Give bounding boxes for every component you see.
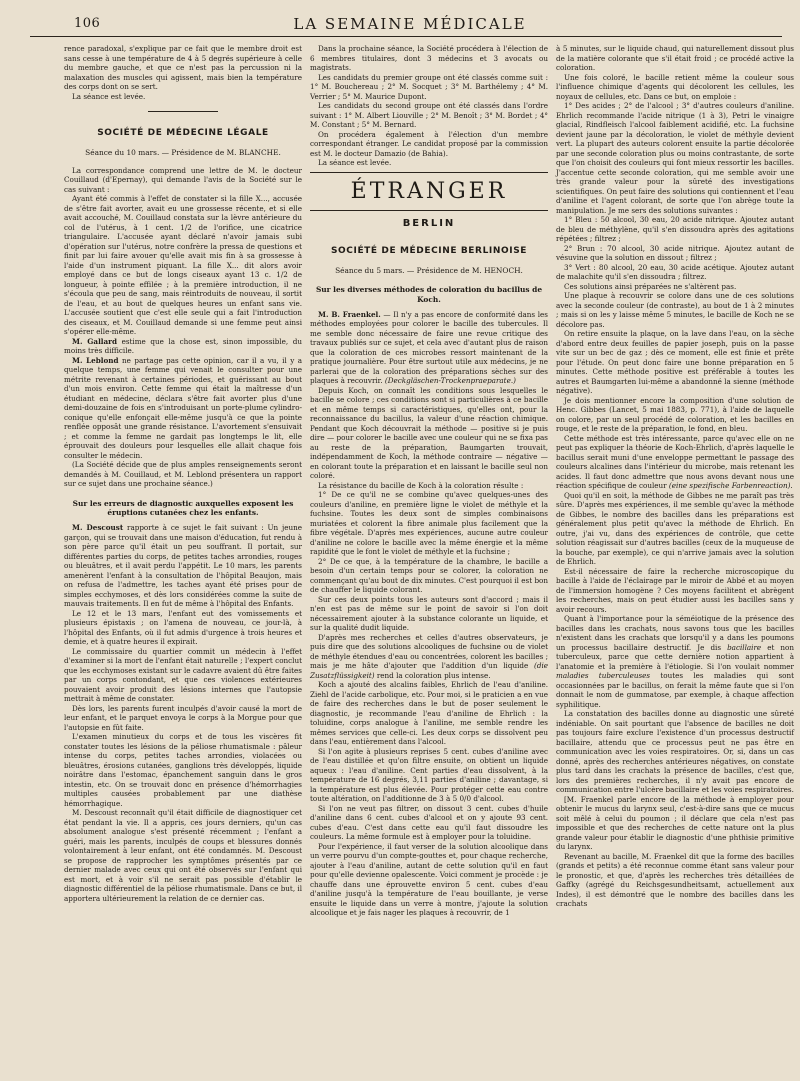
- paragraph: Une fois coloré, le bacille retient même la couleur sous l'influence chimique d'agents qui décolorent les cellules, les noyaux de cellules, etc. Dans ce but, on emploie :: [556, 72, 794, 101]
- paragraph: On retire ensuite la plaque, on la lave dans l'eau, on la sèche d'abord entre deux feuilles de papier joseph, puis on la passe vite sur un bec de gaz ; dès ce moment, elle est finie et prête pour l'étude. On peut donc faire une bonne préparation en 5 minutes. Cette méthode positive est préférable à toutes les autres et Baumgarten lui-même a abandonné la sienne (méthode négative).: [556, 329, 794, 395]
- paragraph: Les candidats du second groupe ont été classés dans l'ordre suivant : 1° M. Albert Liouville ; 2° M. Benoît ; 3° M. Bordet ; 4° M. Constant ; 5° M. Bernard.: [310, 101, 548, 129]
- running-head: [30, 14, 782, 37]
- paragraph: La résistance du bacille de Koch à la coloration résulte :: [318, 480, 524, 490]
- paragraph: Le commissaire du quartier commit un médecin à l'effet d'examiner si la mort de l'enfant était naturelle ; l'expert conclut que les ecchymoses existant sur le cadavre avaient dû être faites par un corps contondant, et que ces violences extérieures pouvaient avoir produit des lésions internes que l'autopsie mettrait à même de constater.: [64, 646, 302, 704]
- paragraph-text: rend la coloration plus intense.: [374, 670, 491, 680]
- paragraph: [64, 356, 302, 461]
- italic-term: bacillaire: [721, 642, 762, 652]
- paragraph: [556, 614, 794, 709]
- italic-term: (Deckgläschen-Trockenpraeparate.): [382, 376, 516, 386]
- paragraph: Dès lors, les parents furent inculpés d'avoir causé la mort de leur enfant, et le parquet envoya le corps à la Morgue pour que l'autopsie en fût faite.: [64, 703, 302, 732]
- paragraph-text: ne partage pas cette opinion, car il a vu, il y a quelque temps, une femme qui venait le consulter pour une métrite revenant à certaines périodes, et guérissant au bout d'un mois environ. Cette femme qui était la maîtresse d'un étudiant en médecine, déclara s'être fait avorter plus d'une demi-douzaine de fois en s'introduisant un porte-plume cylindro-conique qu'elle enfonçait elle-même jusqu'à ce que la pointe renflée opposât une grande résistance. L'avortement s'ensuivait ; et comme la femme ne gardait pas longtemps le lit, elle éprouvait des douleurs pour lesquelles elle allait chaque fois consulter le médecin.: [64, 355, 302, 460]
- paragraph: [310, 633, 548, 681]
- paragraph: La séance est levée.: [318, 158, 392, 167]
- rubric-heading: Sur les erreurs de diagnostic auxquelles exposent les éruptions cutanées chez les enfants.: [72, 498, 294, 517]
- paragraph: Sur ces deux points tous les auteurs sont d'accord ; mais il n'en est pas de même sur le point de savoir si l'on doit nécessairement ajouter à la substance colorante un liquide, et sur la qualité dudit liquide.: [310, 594, 548, 633]
- paragraph: [64, 337, 302, 356]
- seance-line: Séance du 5 mars. — Présidence de M. HENOCH.: [335, 265, 523, 275]
- paragraph: Ayant été commis à l'effet de constater si la fille X..., accusée de s'être fait avorter, avait eu une grossesse récente, et si elle avait accouché, M. Couillaud constata sur la lèvre antérieure du col de l'utérus, à 1 cent. 1/2 de l'orifice, une cicatrice triangulaire. L'accusée ayant déclaré n'avoir jamais subi d'opération sur l'utérus, notre confrère la pressa de questions et finit par lui faire avouer qu'elle avait mis fin à sa grossesse à l'aide d'un instrument piquant. La fille X... dit alors avoir employé dans ce but de longs ciseaux ayant 13 c. 1/2 de longueur, à pointe effilée ; à la première introduction, il ne s'écoula que peu de sang, mais réintroduits de nouveau, il sortit de l'eau, et au bout de quelques heures un enfant sans vie. L'accusée soutient que c'est elle seule qui a fait l'introduction des ciseaux, et M. Couillaud demande si une femme peut ainsi s'opérer elle-même.: [64, 194, 302, 337]
- paragraph: La constatation des bacilles donne au diagnostic une sûreté indéniable. On sait pourtant que l'absence de bacilles ne doit pas toujours faire exclure l'existence d'un processus destructif bacillaire, attendu que ce processus peut ne pas être en communication avec les voies respiratoires. Or, si, dans un cas donné, après des recherches antérieures négatives, on constate plus tard dans les crachats la présence de bacilles, c'est que, lors des premières recherches, il n'y avait pas encore de communication entre l'ulcère bacillaire et les voies respiratoires.: [556, 709, 794, 794]
- paragraph: On procédera également à l'élection d'un membre correspondant étranger. Le candidat proposé par la commission est M. le docteur Damazio (de Bahia).: [310, 129, 548, 158]
- paragraph: 2° Brun : 70 alcool, 30 acide nitrique. Ajoutez autant de vésuvine que la solution en dissout ; filtrez ;: [556, 243, 794, 262]
- paragraph: à 5 minutes, sur le liquide chaud, qui naturellement dissout plus de la matière colorante que s'il était froid ; ce procédé active la coloration.: [556, 44, 794, 72]
- paragraph-text: rapporte à ce sujet le fait suivant : Un jeune garçon, qui se trouvait dans une maison d'éducation, fut rendu à son père parce qu'il était un peu souffrant. Il portait, sur différentes parties du corps, de petites taches arrondies, rouges ou bleuâtres, et il avait perdu l'appétit. Le 10 mars, les parents amenèrent l'enfant à la consultation de l'hôpital Beaujon, mais on refusa de l'admettre, les taches ayant été prises pour de simples ecchymoses, et dès lors considérées comme la suite de mauvais traitements. Il en fut de même à l'hôpital des Enfants.: [64, 523, 303, 609]
- paragraph: Dans la prochaine séance, la Société procédera à l'élection de 6 membres titulaires, dont 3 médecins et 3 avocats ou magistrats.: [310, 44, 548, 72]
- seance-line: Séance du 10 mars. — Présidence de M. BLANCHE.: [85, 147, 281, 157]
- journal-title: LA SEMAINE MÉDICALE: [293, 15, 527, 33]
- paragraph: 1° Des acides ; 2° de l'alcool ; 3° d'autres couleurs d'aniline. Ehrlich recommande l'acide nitrique (1 à 3), Petri le vinaigre glacial, Rindfleisch l'alcool faiblement acidifié, etc. La fuchsine devient jaune par la décoloration, le violet de méthyle devient vert. La plupart des auteurs colorent ensuite la partie décolorée par une seconde coloration plus ou moins contrastante, de sorte que l'on choisit des couleurs qui font mieux ressortir les bacilles. J'accentue cette seconde coloration, qui me semble avoir une très grande valeur pour la sûreté des investigations scientifiques. On peut faire des solutions qui contiennent et l'eau d'aniline et l'agent colorant, de sorte que l'on abrège toute la manipulation. Je me sers des solutions suivantes :: [556, 101, 794, 215]
- italic-term: maladies tuberculeuses: [556, 671, 651, 680]
- paragraph: [310, 310, 548, 386]
- paragraph: Une plaque à recouvrir se colore dans une de ces solutions avec la seconde couleur (de contraste), au bout de 1 à 2 minutes ; mais si on les y laisse même 5 minutes, le bacille de Koch ne se décolore pas.: [556, 291, 794, 329]
- paragraph: 1° Bleu : 50 alcool, 30 eau, 20 acide nitrique. Ajoutez autant de bleu de méthylène, qu'il s'en dissoudra après des agitations répétées ; filtrez ;: [556, 215, 794, 243]
- city-heading: BERLIN: [402, 217, 456, 229]
- page-number: 106: [74, 16, 101, 31]
- paragraph: Quoi qu'il en soit, la méthode de Gibbes ne me paraît pas très sûre. D'après mes expériences, il me semble qu'avec la méthode de Gibbes, le nombre des bacilles dans les préparations est généralement plus petit qu'avec la méthode de Ehrlich. En outre, j'ai vu, dans des expériences de contrôle, que cette solution réagissait sur d'autres bacilles (ceux de la muqueuse de la bouche, par exemple), ce qui n'arrive jamais avec la solution de Ehrlich.: [556, 490, 794, 566]
- paragraph-text: toutes les maladies qui sont occasionnées par le bacillus, on ferait la même faute que si l'on donnait le nom de gummatose, par exemple, à chaque affection syphilitique.: [556, 671, 794, 709]
- speaker-name: M. Descoust: [72, 523, 124, 533]
- section-divider: [148, 111, 218, 112]
- column-1: [64, 44, 302, 903]
- paragraph: rence paradoxal, s'explique par ce fait que le membre droit est sans cesse à une température de 4 à 5 degrés supérieure à celle du membre gauche, et que ce n'est pas la percussion ni la malaxation des muscles qui agissent, mais bien la température des corps dont on se sert.: [64, 44, 302, 91]
- paragraph: Depuis Koch, on connaît les conditions sous lesquelles le bacille se colore ; ces conditions sont si particulières à ce bacille et en même temps si caractéristiques, qu'elles ont, pour la reconnaissance du bacillus, la valeur d'une réaction chimique. Pendant que Koch découvrait la méthode — positive si je puis dire — pour colorer le bacille avec une couleur qui ne se fixa pas au reste de la préparation, Baumgarten trouvait, indépendamment de Koch, la méthode contraire — négative — en colorant toute la préparation et en laissant le bacille seul non coloré.: [310, 385, 548, 481]
- column-3: [556, 44, 794, 909]
- paragraph: Revenant au bacille, M. Fraenkel dit que la forme des bacilles (grands et petits) a été reconnue comme étant sans valeur pour le pronostic, et que, d'après les recherches très détaillées de Gaffky (agrégé du Reichsgesundheitsamt, actuellement aux Indes), il est démontré que le nombre des bacilles dans les crachats: [556, 851, 794, 908]
- paragraph: M. Descoust reconnaît qu'il était difficile de diagnostiquer cet état pendant la vie. Il a appris, ces jours derniers, qu'un cas absolument analogue s'est présenté récemment ; l'enfant a guéri, mais les parents, inculpés de coups et blessures donnés volontairement à leur enfant, ont été condamnés. M. Descoust se propose de rapprocher les symptômes présentés par ce dernier malade avec ceux qui ont été observés sur l'enfant qui est mort, et à voir s'il ne serait pas possible d'établir le diagnostic différentiel de la péliose rhumatismale. Dans ce but, il apportera ultérieurement la relation de ce dernier cas.: [64, 808, 302, 903]
- paragraph-text: Quant à l'importance pour la séméiotique de la présence des bacilles dans les crachats, nous savons tous que les bacilles n'existent dans les crachats que lorsqu'il y a dans les poumons un processus bacillaire destructif. Je dis: [556, 614, 794, 652]
- paragraph: 2° De ce que, à la température de la chambre, le bacille a besoin d'un certain temps pour se colorer, la coloration ne commençant qu'au bout de dix minutes. C'est pourquoi il est bon de chauffer le liquide colorant.: [310, 556, 548, 595]
- paragraph: Est-il nécessaire de faire la recherche microscopique du bacille à l'aide de l'éclairage par le miroir de Abbé et au moyen de l'immersion homogène ? Ces moyens facilitent et abrègent les recherches, mais on peut étudier aussi les bacilles sans y avoir recours.: [556, 566, 794, 614]
- paragraph: [M. Fraenkel parle encore de la méthode à employer pour obtenir le mucus du larynx seul, c'est-à-dire sans que ce mucus soit mêlé à celui du poumon ; il déclare que cela n'est pas impossible et que des recherches de cette nature ont la plus grande valeur pour établir le diagnostic d'une phthisie primitive du larynx.: [556, 794, 794, 851]
- paragraph-text: Cette méthode est très intéressante, parce qu'avec elle on ne peut pas expliquer la théorie de Koch-Ehrlich, d'après laquelle le bacillus serait muni d'une enveloppe permettant le passage des couleurs alcalines dans l'intérieur du microbe, mais retenant les acides. Il faut donc admettre que nous avons devant nous une réaction spécifique de couleur: [556, 433, 794, 490]
- paragraph: Je dois mentionner encore la composition d'une solution de Henc. Gibbes (Lancet, 5 mai 1883, p. 771), à l'aide de laquelle on colore, par un seul procédé de coloration, et les bacilles en rouge, et le reste de la préparation, le fond, en bleu.: [556, 395, 794, 433]
- paragraph: Les candidats du premier groupe ont été classés comme suit : 1° M. Bouchereau ; 2° M. Socquet ; 3° M. Barthélemy ; 4° M. Verrier ; 5° M. Maurice Dupont.: [310, 72, 548, 101]
- paragraph-text: D'après mes recherches et celles d'autres observateurs, je puis dire que des solutions alcooliques de fuchsine ou de violet de méthyle étendues d'eau ou concentrées, colorent les bacilles ; mais je me hâte d'ajouter que l'addition d'un liquide: [310, 632, 548, 671]
- paragraph-text: estime que la chose est, sinon impossible, du moins très difficile.: [64, 336, 302, 356]
- speaker-name: M. Gallard: [72, 336, 117, 346]
- paragraph: Ces solutions ainsi préparées ne s'altèrent pas.: [564, 281, 737, 291]
- paragraph: 1° De ce qu'il ne se combine qu'avec quelques-unes des couleurs d'aniline, en première ligne le violet de méthyle et la fuchsine. Toutes les deux sont de simples combinaisons muriatées et colorent la fibre animale plus facilement que la fibre végétale. D'après mes expériences, aucune autre couleur d'aniline ne colore le bacille avec la même énergie et la même rapidité que le font le violet de méthyle et la fuchsine ;: [310, 490, 548, 557]
- paragraph-text: — Il n'y a pas encore de conformité dans les méthodes employées pour colorer le bacille des tubercules. Il me semble donc nécessaire de faire une revue critique des travaux publiés sur ce sujet, et cela avec d'autant plus de raison que la coloration de ces microbes ressort maintenant de la pratique journalière. Pour être surtout utile aux médecins, je ne parlerai que de la coloration des préparations sèches sur des plaques à recouvrir.: [310, 309, 548, 386]
- paragraph: L'examen minutieux du corps et de tous les viscères fit constater toutes les lésions de la péliose rhumatismale : pâleur intense du corps, petites taches arrondies, violacées ou bleuâtres, érosions cutanées, ganglions très développés, liquide noirâtre dans l'estomac, épanchement sanguin dans le gros intestin, etc. On se trouvait donc en présence d'hémorrhagies multiples causées probablement par une diathèse hémorrhagique.: [64, 732, 302, 808]
- paragraph: Pour l'expérience, il faut verser de la solution alcoolique dans un verre pourvu d'un compte-gouttes et, pour chaque recherche, ajouter à l'eau d'aniline, autant de cette solution qu'il en faut pour qu'elle devienne opalescente. Voici comment je procède : je chauffe dans une éprouvette environ 5 cent. cubes d'eau d'aniline jusqu'à la température de l'eau bouillante, je verse ensuite le liquide dans un verre à montre, j'ajoute la solution alcoolique et je fais nager les plaques à recouvrir, de 1: [310, 841, 548, 918]
- italic-term: (die Zusatzflüssigkeit): [310, 661, 548, 680]
- paragraph: [556, 434, 794, 491]
- paragraph: Si l'on agite à plusieurs reprises 5 cent. cubes d'aniline avec de l'eau distillée et qu'on filtre ensuite, on obtient un liquide aqueux : l'eau d'aniline. Cent parties d'eau dissolvent, à la température de 16 degrés, 3,11 parties d'aniline ; davantage, si la température est plus élevée. Pour protéger cette eau contre toute altération, on l'additionne de 3 à 5 0/0 d'alcool.: [310, 746, 548, 804]
- paragraph: La séance est levée.: [72, 91, 146, 101]
- rubric-heading: Sur les diverses méthodes de coloration du bacillus de Koch.: [315, 285, 543, 304]
- paragraph: 3° Vert : 80 alcool, 20 eau, 30 acide acétique. Ajoutez autant de malachite qu'il s'en dissoudra ; filtrez.: [556, 262, 794, 281]
- paragraph: La correspondance comprend une lettre de M. le docteur Couillaud (d'Epernay), qui demande l'avis de la Société sur le cas suivant :: [64, 165, 302, 194]
- italic-term: (eine spezifische Farbenreaction).: [666, 481, 793, 490]
- page: [30, 0, 794, 1081]
- column-2: [310, 44, 548, 918]
- paragraph: [64, 523, 302, 609]
- society-title: SOCIÉTÉ DE MÉDECINE BERLINOISE: [330, 245, 528, 256]
- speaker-name: M. B. Fraenkel.: [318, 309, 381, 319]
- paragraph: Si l'on ne veut pas filtrer, on dissout 3 cent. cubes d'huile d'aniline dans 6 cent. cubes d'alcool et on y ajoute 93 cent. cubes d'eau. C'est dans cette eau qu'il faut dissoudre les couleurs. La même formule est à employer pour la toluidine.: [310, 803, 548, 842]
- speaker-name: M. Leblond: [72, 355, 119, 365]
- paragraph: Le 12 et le 13 mars, l'enfant eut des vomissements et plusieurs épistaxis ; on l'amena de nouveau, ce jour-là, à l'hôpital des Enfants, où il fut admis d'urgence à trois heures et demie, et à quatre heures il expirait.: [64, 608, 302, 647]
- paragraph: Koch a ajouté des alcalins faibles, Ehrlich de l'eau d'aniline. Ziehl de l'acide carbolique, etc. Pour moi, si le praticien a en vue de faire des recherches dans le but de poser seulement le diagnostic, je recommande l'eau d'aniline de Ehrlich : la toluidine, corps analogue à l'aniline, me semble rendre les mêmes services que celle-ci. Les deux corps se dissolvent peu dans l'eau, entièrement dans l'alcool.: [310, 680, 548, 747]
- section-heading-etranger: ÉTRANGER: [310, 172, 548, 211]
- paragraph: (La Société décide que de plus amples renseignements seront demandés à M. Couillaud, et M. Leblond présentera un rapport sur ce sujet dans une prochaine séance.): [64, 460, 302, 489]
- society-title: SOCIÉTÉ DE MÉDECINE LÉGALE: [97, 128, 269, 138]
- paragraph-text: et non tuberculeux, parce que cette dernière notion appartient à l'anatomie et la première à l'étiologie. Si l'on voulait nommer: [556, 642, 794, 671]
